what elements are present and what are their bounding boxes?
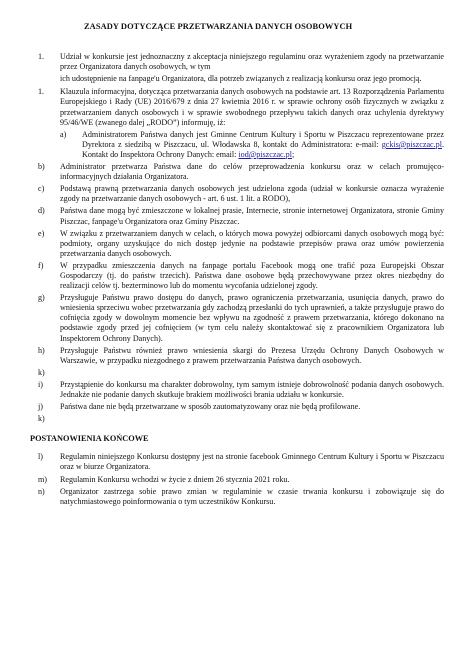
- clause-a-text-1: Administratorem Państwa danych jest Gminne Centrum Kultury i Sportu w Piszczacu reprezentowane przez Dyrektora z siedzibą w Piszczacu, ul. Włodawska 8, kontakt do Administratora: e-mail:: [82, 129, 444, 149]
- item-marker: m): [38, 474, 47, 484]
- item-marker: j): [38, 402, 43, 412]
- item-marker: g): [38, 293, 45, 303]
- list-item: [38, 260, 444, 291]
- final-list: [38, 452, 444, 506]
- item-marker: 1.: [38, 52, 45, 62]
- item-text: Przysługuje Państwu prawo dostępu do danych, prawo ograniczenia przetwarzania, usunięcia danych, prawo do wniesienia sprzeciwu wobec przetwarzania gdy zachodzą przesłanki do tych uprawnień, a także przysługuje prawo do cofnięcia zgody w dowolnym momencie bez wpływu na zgodność z prawem przetwarzania, którego dokonano na podstawie zgody przed jej cofnięciem (w tym celu należy skontaktować się z pracownikiem Organizatora lub Inspektorem Ochrony Danych).: [60, 293, 444, 343]
- item-marker: e): [38, 228, 45, 238]
- item-marker: l): [38, 452, 43, 462]
- admin-email-link[interactable]: gckis@piszczac.pl: [381, 139, 442, 149]
- item-text: Klauzula informacyjna, dotycząca przetwarzania danych osobowych na podstawie art. 13 Rozporządzenia Parlamentu Europejskiego i Rady (UE) 2016/679 z dnia 27 kwietnia 2016 r. w sprawie ochrony osób fizycznych w związku z przetwarzaniem danych osobowych i w sprawie swobodnego przepływu takich danych oraz uchylenia dyrektywy 95/46/WE (zwanego dalej „RODO”) informuję, iż:: [60, 87, 444, 127]
- item-text: [60, 414, 444, 424]
- paragraph-1: [38, 52, 444, 72]
- item-text: Podstawą prawną przetwarzania danych osobowych jest udzielona zgoda (udział w konkursie oznacza wyrażenie zgody na przetwarzanie danych osobowych - art. 6 ust. 1 lit. a RODO),: [60, 184, 444, 204]
- item-text: Państwa dane nie będą przetwarzane w sposób zautomatyzowany oraz nie będą profilowane.: [60, 402, 361, 412]
- item-text: Udział w konkursie jest jednoznaczny z akceptacja niniejszego regulaminu oraz wyrażeniem zgody na przetwarzanie przez Organizatora danych osobowych, w tym: [60, 52, 444, 72]
- section-title: POSTANOWIENIA KOŃCOWE: [30, 434, 149, 444]
- clause-a-text-2: . Kontakt do Inspektora Ochrony Danych: email:: [82, 139, 444, 159]
- list-item: [38, 293, 444, 343]
- item-text: Administrator przetwarza Państwa dane do celów przeprowadzenia konkursu oraz w celach promujęco-informacyjnych działania Organizatora.: [60, 162, 444, 182]
- item-text: Przystąpienie do konkursu ma charakter dobrowolny, tym samym istnieje dobrowolność podania danych osobowych. Jednakże nie podanie danych skutkuje brakiem możliwości brania udziału w konkursie.: [60, 379, 444, 399]
- list-item: [38, 414, 444, 424]
- item-text: Organizator zastrzega sobie prawo zmian w regulaminie w czasie trwania konkursu i zobowiązuje się do natychmiastowego poinformowania o tym uczestników Konkursu.: [60, 486, 444, 506]
- clause-a-text-3: ;: [291, 149, 295, 159]
- list-item: [38, 379, 444, 400]
- item-marker: i): [38, 379, 43, 389]
- item-marker: c): [38, 184, 45, 194]
- item-marker: f): [38, 260, 44, 270]
- item-text: [82, 130, 444, 160]
- list-item: [38, 345, 444, 366]
- item-marker: h): [38, 345, 45, 355]
- item-text: Regulamin Konkursu wchodzi w życie z dniem 26 stycznia 2021 roku.: [60, 474, 290, 484]
- list-item: [38, 367, 444, 378]
- item-marker: k): [38, 367, 45, 377]
- item-text: W przypadku zmieszczenia danych na fanpage portalu Facebook mogą one trafić poza Europejski Obszar Gospodarczy (tj. do państw trzecich). Państwa dane osobowe będą przechowywane przez okres niezbędny do realizacji celów tj. bezterminowo lub do momentu wycofania udzielonej zgody.: [60, 260, 444, 291]
- clause-list: [38, 162, 444, 424]
- item-text: [60, 368, 444, 378]
- list-item: [38, 452, 444, 472]
- list-item: [38, 486, 444, 507]
- list-item: [38, 402, 444, 412]
- item-text: Państwa dane mogą być zmieszczone w lokalnej prasie, Internecie, stronie internetowej Organizatora, stronie Gminy Piszczac, fanpage'u Organizatora oraz Gminy Piszczac.: [60, 206, 444, 226]
- list-item: [38, 474, 444, 485]
- list-item: [38, 162, 444, 182]
- list-item: [38, 228, 444, 259]
- clause-a: [60, 130, 444, 160]
- iod-email-link[interactable]: iod@piszczac.pl: [238, 149, 292, 159]
- paragraph-2: [38, 87, 444, 127]
- item-marker: n): [38, 486, 45, 496]
- list-item: [38, 184, 444, 204]
- item-text: Przysługuje Państwu również prawo wniesienia skargi do Prezesa Urzędu Ochrony Danych Osobowych w Warszawie, w przypadku niezgodnego z prawem przetwarzania Państwa danych osobowych.: [60, 345, 444, 365]
- item-marker: 1.: [38, 87, 45, 97]
- document-title: ZASADY DOTYCZĄCE PRZETWARZANIA DANYCH OSOBOWYCH: [84, 22, 353, 31]
- item-text: W związku z przetwarzaniem danych w celach, o których mowa powyżej odbiorcami danych osobowych mogą być: podmioty, organy uzyskujące do nich dostęp jedynie na podstawie przepisów prawa oraz umów powierzenia przetwarzania danych osobowych.: [60, 228, 444, 258]
- item-marker: b): [38, 162, 45, 172]
- item-marker: d): [38, 206, 45, 216]
- item-text: Regulamin niniejszego Konkursu dostępny jest na stronie facebook Gminnego Centrum Kultury i Sportu w Piszczacu oraz w biurze Organizatora.: [60, 452, 444, 472]
- item-marker: k): [38, 414, 45, 424]
- paragraph-1-continued: ich udostępnienie na fanpage'u Organizatora, dla potrzeb związanych z realizacją konkursu oraz jego promocją.: [60, 74, 422, 84]
- list-item: [38, 206, 444, 226]
- item-marker: a): [60, 129, 67, 139]
